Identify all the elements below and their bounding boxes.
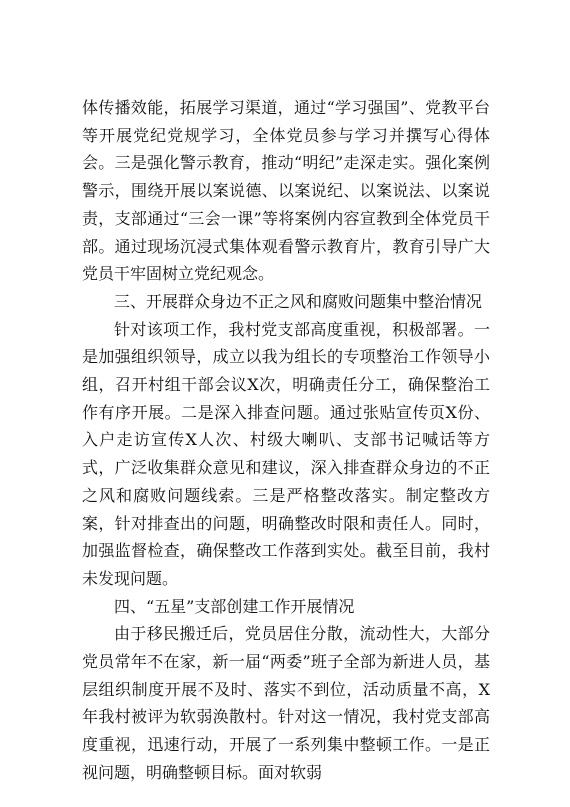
- section-heading-three: 三、开展群众身边不正之风和腐败问题集中整治情况: [114, 291, 483, 311]
- paragraph-rectification: 针对该项工作，我村党支部高度重视，积极部署。一是加强组织领导，成立以我为组长的专项整治工作领导小组，召开村组干部会议X次，明确责任分工，确保整治工作有序开展。二是深入排查问题。通过张贴宣传页X份、入户走访宣传X人次、村级大喇叭、支部书记喊话等方式，广泛收集群众意见和建议，深入排查群众身边的不正之风和腐败问题线索。三是严格整改落实。制定整改方案，针对排查出的问题，明确整改时限和责任人。同时，加强监督检查，确保整改工作落到实处。截至目前，我村未发现问题。: [82, 319, 490, 588]
- section-heading-four: 四、“五星”支部创建工作开展情况: [114, 596, 355, 616]
- paragraph-five-star: 由于移民搬迁后，党员居住分散，流动性大，大部分党员常年不在家，新一届“两委”班子全部为新进人员，基层组织制度开展不及时、落实不到位，活动质量不高，X年我村被评为软弱涣散村。针对这一情况，我村党支部高度重视，迅速行动，开展了一系列集中整顿工作。一是正视问题，明确整顿目标。面对软弱: [82, 624, 490, 782]
- document-body: [82, 94, 490, 787]
- paragraph-continuation: 体传播效能，拓展学习渠道，通过“学习强国”、党教平台等开展党纪党规学习，全体党员参与学习并撰写心得体会。三是强化警示教育，推动“明纪”走深走实。强化案例警示，围绕开展以案说德、以案说纪、以案说法、以案说责，支部通过“三会一课”等将案例内容宣教到全体党员干部。通过现场沉浸式集体观看警示教育片，教育引导广大党员干牢固树立党纪观念。: [82, 98, 490, 284]
